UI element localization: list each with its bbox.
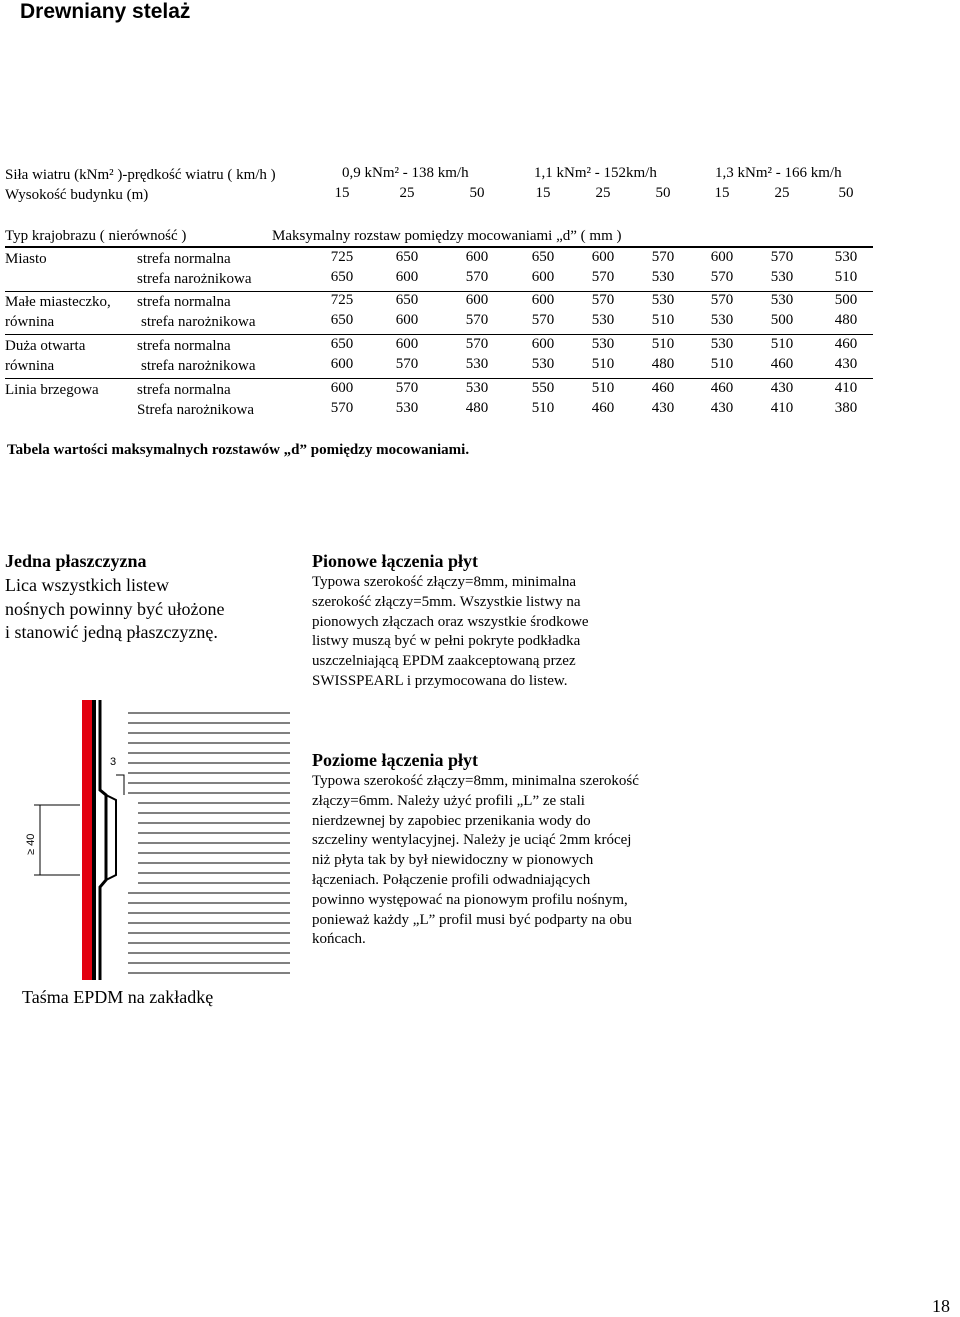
label-40: ≥ 40 (25, 833, 37, 855)
poziome-line: złączy=6mm. Należy użyć profili „L” ze stali (312, 792, 585, 809)
table-cell: 570 (395, 380, 419, 396)
table-cell: 600 (710, 249, 734, 265)
table-cell: 480 (834, 312, 858, 328)
panel-outline (100, 700, 106, 980)
hatching (128, 713, 290, 973)
table-cell: 530 (395, 400, 419, 416)
page-number: 18 (932, 1296, 950, 1316)
height-value: 15 (535, 185, 551, 201)
table-cell: 570 (710, 292, 734, 308)
poziome-line: powinno występować na pionowym profilu nośnym, (312, 891, 628, 908)
poziome-body (312, 772, 639, 950)
wind-label: Siła wiatru (kNm² )-prędkość wiatru ( km/h ) (5, 167, 276, 183)
table-cell: 530 (770, 292, 794, 308)
table-cell: 460 (834, 336, 858, 352)
terrain-label: Typ krajobrazu ( nierówność ) (5, 228, 187, 244)
height-value: 15 (334, 185, 350, 201)
height-value: 50 (469, 185, 485, 201)
group-divider (5, 291, 873, 292)
leader-line (116, 775, 124, 795)
table-cell: 530 (834, 249, 858, 265)
table-cell: 650 (330, 269, 354, 285)
page-title: Drewniany stelaż (20, 0, 191, 23)
table-cell: 510 (591, 380, 615, 396)
height-label: Wysokość budynku (m) (5, 187, 149, 203)
terrain-type-label: Duża otwarta (5, 338, 86, 354)
table-cell: 570 (770, 249, 794, 265)
table-cell: 600 (330, 380, 354, 396)
pionowe-line: listwy muszą być w pełni pokryte podkładka (312, 633, 581, 650)
table-cell: 510 (531, 400, 555, 416)
table-cell: 500 (770, 312, 794, 328)
table-cell: 570 (591, 292, 615, 308)
table-caption: Tabela wartości maksymalnych rozstawów „d” pomiędzy mocowaniami. (7, 442, 470, 458)
label-3: 3 (110, 756, 117, 768)
table-cell: 570 (710, 269, 734, 285)
batten-edge (92, 700, 96, 980)
height-value: 50 (838, 185, 854, 201)
table-cell: 410 (770, 400, 794, 416)
table-cell: 570 (531, 312, 555, 328)
table-cell: 510 (651, 312, 675, 328)
table-cell: 570 (651, 249, 675, 265)
table-cell: 530 (651, 269, 675, 285)
wind-group-1: 0,9 kNm² - 138 km/h (342, 165, 469, 181)
table-cell: 600 (465, 292, 489, 308)
table-cell: 550 (531, 380, 555, 396)
terrain-type-label: równina (5, 358, 55, 374)
table-cell: 380 (834, 400, 858, 416)
terrain-type-label: Linia brzegowa (5, 382, 99, 398)
table-cell: 725 (330, 249, 354, 265)
table-cell: 430 (710, 400, 734, 416)
poziome-line: nierdzewnej by zapobiec przenikania wody do (312, 812, 591, 829)
table-cell: 725 (330, 292, 354, 308)
wind-group-3: 1,3 kNm² - 166 km/h (715, 165, 842, 181)
epdm-tape (82, 700, 92, 980)
table-cell: 460 (651, 380, 675, 396)
table-cell: 510 (770, 336, 794, 352)
table-cell: 570 (591, 269, 615, 285)
table-cell: 510 (651, 336, 675, 352)
wind-group-2: 1,1 kNm² - 152km/h (534, 165, 657, 181)
table-cell: 570 (465, 269, 489, 285)
terrain-type-label: Miasto (5, 251, 47, 267)
table-cell: 530 (465, 380, 489, 396)
table-cell: 410 (834, 380, 858, 396)
table-cell: 430 (834, 356, 858, 372)
poziome-line: końcach. (312, 931, 366, 948)
joint-section-drawing (20, 695, 290, 985)
poziome-line: łączeniach. Połączenie profili odwadniających (312, 871, 591, 888)
table-cell: 650 (395, 249, 419, 265)
zone-label: strefa normalna (137, 251, 231, 267)
table-cell: 480 (651, 356, 675, 372)
table-cell: 530 (770, 269, 794, 285)
table-cell: 600 (395, 269, 419, 285)
table-cell: 530 (591, 312, 615, 328)
table-cell: 530 (465, 356, 489, 372)
table-cell: 530 (710, 336, 734, 352)
table-cell: 570 (395, 356, 419, 372)
table-cell: 600 (531, 269, 555, 285)
spacing-label: Maksymalny rozstaw pomiędzy mocowaniami „d” ( mm ) (272, 228, 622, 244)
jedna-body (5, 574, 275, 645)
table-cell: 480 (465, 400, 489, 416)
terrain-type-label: Małe miasteczko, (5, 294, 111, 310)
group-divider (5, 334, 873, 335)
table-cell: 530 (710, 312, 734, 328)
zone-label: strefa narożnikowa (137, 271, 252, 287)
table-cell: 600 (330, 356, 354, 372)
jedna-line: nośnych powinny być ułożone (5, 598, 225, 619)
table-cell: 460 (770, 356, 794, 372)
jedna-line: i stanowić jedną płaszczyznę. (5, 622, 218, 642)
zone-label: strefa normalna (137, 338, 231, 354)
epdm-label: Taśma EPDM na zakładkę (22, 987, 214, 1007)
zone-label: Strefa narożnikowa (137, 402, 255, 418)
table-cell: 430 (651, 400, 675, 416)
zone-label: strefa narożnikowa (141, 358, 256, 374)
height-value: 50 (655, 185, 671, 201)
jedna-line: Lica wszystkich listew (5, 575, 169, 595)
poziome-line: szczeliny wentylacyjnej. Należy je uciąć 2mm krócej (312, 832, 632, 849)
jedna-heading: Jedna płaszczyzna (5, 551, 147, 571)
poziome-line: niż płyta tak by był niewidoczny w pionowych (312, 852, 594, 869)
terrain-type-label: równina (5, 314, 55, 330)
height-value: 25 (595, 185, 611, 201)
poziome-line: ponieważ każdy „L” profil musi być podparty na obu (312, 911, 632, 928)
zone-label: strefa normalna (137, 382, 231, 398)
table-cell: 530 (651, 292, 675, 308)
table-cell: 430 (770, 380, 794, 396)
height-value: 15 (714, 185, 730, 201)
zone-label: strefa narożnikowa (141, 314, 256, 330)
table-cell: 500 (834, 292, 858, 308)
pionowe-line: SWISSPEARL i przymocowana do listew. (312, 672, 568, 689)
group-divider (5, 378, 873, 379)
table-cell: 650 (330, 312, 354, 328)
height-value: 25 (399, 185, 415, 201)
pionowe-heading: Pionowe łączenia płyt (312, 551, 478, 571)
pionowe-line: uszczelniającą EPDM zaakceptowaną przez (312, 653, 576, 670)
table-cell: 570 (330, 400, 354, 416)
height-value: 25 (774, 185, 790, 201)
table-cell: 600 (531, 336, 555, 352)
table-cell: 460 (710, 380, 734, 396)
table-cell: 600 (591, 249, 615, 265)
table-cell: 510 (591, 356, 615, 372)
pionowe-body (312, 573, 589, 692)
table-top-rule (5, 246, 873, 248)
table-cell: 530 (591, 336, 615, 352)
table-cell: 650 (531, 249, 555, 265)
poziome-heading: Poziome łączenia płyt (312, 750, 478, 770)
table-cell: 570 (465, 312, 489, 328)
poziome-line: Typowa szerokość złączy=8mm, minimalna szerokość (312, 773, 639, 789)
table-cell: 650 (330, 336, 354, 352)
table-cell: 600 (395, 312, 419, 328)
table-cell: 530 (531, 356, 555, 372)
zone-label: strefa normalna (137, 294, 231, 310)
table-cell: 510 (710, 356, 734, 372)
pionowe-line: Typowa szerokość złączy=8mm, minimalna (312, 574, 576, 590)
table-cell: 600 (395, 336, 419, 352)
table-cell: 570 (465, 336, 489, 352)
table-cell: 600 (531, 292, 555, 308)
pionowe-line: szerokość złączy=5mm. Wszystkie listwy na (312, 593, 581, 610)
table-cell: 650 (395, 292, 419, 308)
table-cell: 510 (834, 269, 858, 285)
table-cell: 600 (465, 249, 489, 265)
table-cell: 460 (591, 400, 615, 416)
pionowe-line: pionowych złączach oraz wszystkie środkowe (312, 613, 589, 630)
